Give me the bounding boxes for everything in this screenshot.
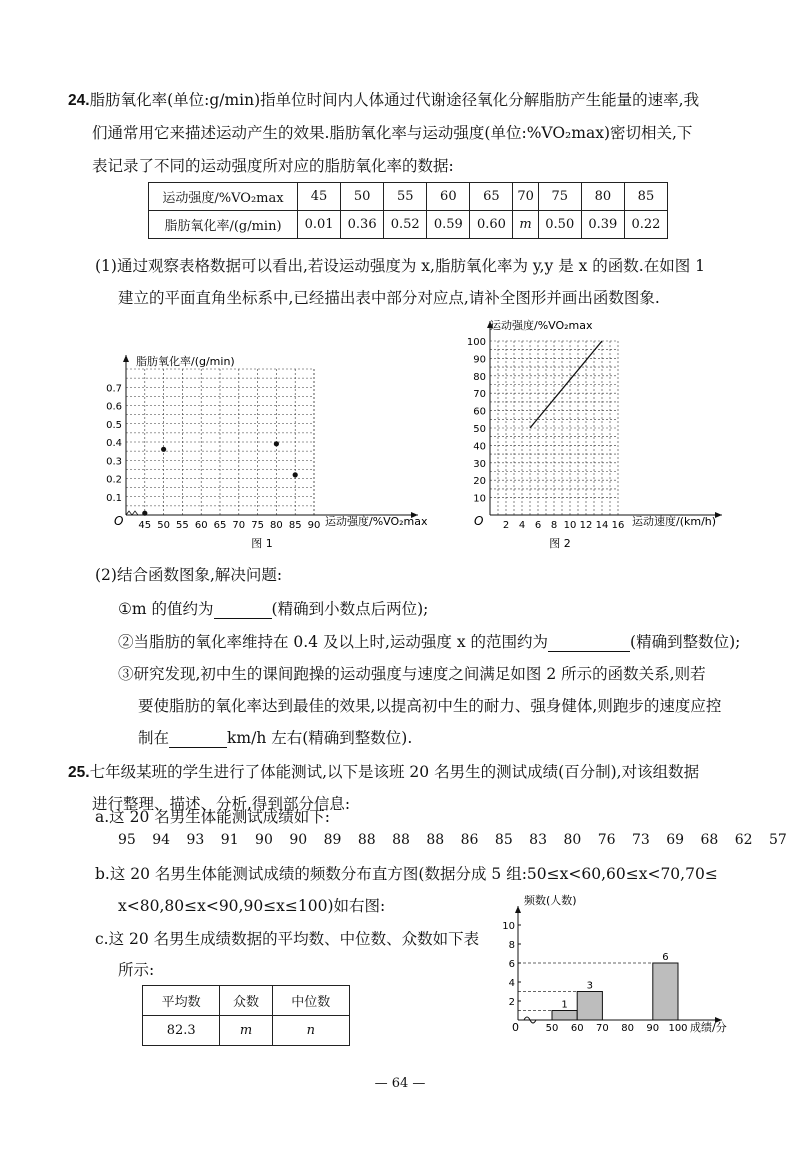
q24-intro-1-text: 脂肪氧化率(单位:g/min)指单位时间内人体通过代谢途径氧化分解脂肪产生能量的速率,我: [89, 91, 700, 109]
q24-part1-line-1: (1)通过观察表格数据可以看出,若设运动强度为 x,脂肪氧化率为 y,y 是 x 的函数.在如图 1: [95, 257, 706, 275]
data-point: [293, 472, 298, 477]
q24-sub3-post: km/h 左右(精确到整数位).: [227, 729, 413, 747]
q24-data-table: [148, 182, 668, 239]
table-header: 平均数: [143, 986, 220, 1016]
y-tick-label: 10: [473, 493, 486, 505]
table-cell: 0.36: [341, 211, 384, 239]
q24-sub3-line-2: 要使脂肪的氧化率达到最佳的效果,以提高初中生的耐力、强身健体,则跑步的速度应控: [138, 697, 722, 715]
table-cell: 45: [298, 183, 341, 211]
data-point: [142, 511, 147, 516]
histogram-bar: [552, 1011, 577, 1021]
x-tick-label: 50: [545, 1023, 559, 1034]
fig2-grid: [490, 341, 618, 515]
q25-c-line-2: 所示:: [118, 961, 155, 979]
table-header: 中位数: [272, 986, 349, 1016]
table-cell: 0.39: [581, 211, 624, 239]
table-cell: 65: [470, 183, 513, 211]
answer-blank[interactable]: [169, 733, 227, 748]
y-tick-label: 0.3: [106, 456, 122, 468]
x-tick-label: 6: [534, 520, 542, 531]
y-tick-label: 100: [466, 337, 486, 348]
answer-blank[interactable]: [548, 637, 630, 652]
fig2-origin: O: [474, 514, 484, 528]
y-tick-label: 0.5: [106, 419, 122, 431]
y-tick-label: 20: [473, 476, 486, 488]
hist-axes: [515, 906, 722, 1023]
q24-sub2-post: (精确到整数位);: [630, 633, 741, 651]
table-cell: 0.59: [427, 211, 470, 239]
fig1-axes: [123, 355, 418, 518]
x-tick-label: 75: [251, 520, 264, 531]
table-cell: 0.52: [384, 211, 427, 239]
hist-y-axis-label: 频数(人数): [524, 894, 577, 907]
table-cell: 82.3: [143, 1016, 220, 1046]
q24-sub2-pre: ②当脂肪的氧化率维持在 0.4 及以上时,运动强度 x 的范围约为: [118, 633, 549, 651]
x-tick-label: 45: [138, 520, 152, 531]
q24-intro-line-1: [68, 88, 699, 110]
hist-x-ticks: [546, 1023, 688, 1034]
table-row-header: 运动强度/%VO₂max: [149, 183, 298, 211]
table-cell: 70: [513, 183, 538, 211]
hist-x-axis-label: 成绩/分: [690, 1021, 727, 1034]
q25-a-label-text: a.这 20 名男生体能测试成绩如下:: [95, 808, 330, 826]
fig1-y-ticks: [106, 383, 122, 504]
x-tick-label: 55: [176, 520, 189, 531]
x-tick-label: 12: [579, 520, 593, 531]
figure-2: [460, 315, 740, 555]
y-tick-label: 0.2: [106, 474, 122, 486]
table-cell: m: [513, 211, 538, 239]
fig1-y-axis-label: 脂肪氧化率/(g/min): [136, 355, 235, 368]
fig2-caption: 图 2: [549, 537, 571, 550]
table-header: 众数: [220, 986, 272, 1016]
histogram-bar: [653, 963, 678, 1020]
q24-sub1: [118, 597, 428, 619]
q24-sub3-line-1: ③研究发现,初中生的课间跑操的运动强度与速度之间满足如图 2 所示的函数关系,则若: [118, 665, 706, 683]
x-tick-label: 8: [550, 520, 558, 531]
y-tick-label: 60: [473, 406, 486, 418]
y-tick-label: 10: [502, 921, 515, 932]
x-tick-label: 90: [646, 1023, 660, 1034]
q25-number: 25.: [68, 764, 90, 781]
table-row: [143, 986, 350, 1016]
y-tick-label: 2: [508, 997, 515, 1008]
histogram: [500, 890, 740, 1040]
y-tick-label: 80: [473, 371, 486, 383]
y-tick-label: 50: [473, 424, 486, 435]
table-cell: m: [220, 1016, 272, 1046]
y-tick-label: 0.7: [106, 383, 122, 395]
q25-b-line-1: b.这 20 名男生体能测试成绩的频数分布直方图(数据分成 5 组:50≤x<60,60≤x<70,70≤: [95, 865, 718, 883]
q25-intro-1-text: 七年级某班的学生进行了体能测试,以下是该班 20 名男生的测试成绩(百分制),对该组数据: [89, 763, 700, 781]
hist-bars: [552, 952, 678, 1020]
fig2-x-axis-label: 运动速度/(km/h): [632, 515, 717, 528]
q25-scores: 95 94 93 91 90 90 89 88 88 88 86 85 83 80 76 73 69 68 62 57: [118, 832, 787, 848]
x-tick-label: 90: [307, 520, 321, 531]
histogram-bar: [577, 992, 602, 1021]
table-cell: 0.60: [470, 211, 513, 239]
q24-sub2: [118, 630, 740, 652]
table-cell: 50: [341, 183, 384, 211]
q24-intro-line-3: 表记录了不同的运动强度所对应的脂肪氧化率的数据:: [92, 157, 454, 175]
fig2-y-ticks: [467, 337, 486, 505]
table-cell: 0.01: [298, 211, 341, 239]
table-cell: 85: [624, 183, 667, 211]
y-tick-label: 90: [473, 354, 486, 366]
q25-intro-line-1: [68, 760, 699, 782]
q24-sub1-post: (精确到小数点后两位);: [271, 600, 429, 618]
q25-stats-table: [142, 985, 350, 1046]
x-tick-label: 70: [596, 1023, 609, 1034]
answer-blank[interactable]: [214, 604, 272, 619]
hist-origin: 0: [512, 1021, 519, 1034]
x-tick-label: 85: [288, 520, 302, 531]
y-axis-arrow: [123, 355, 129, 362]
table-row: [149, 183, 668, 211]
q24-part2-title: (2)结合函数图象,解决问题:: [95, 566, 283, 584]
table-cell: 80: [581, 183, 624, 211]
table-cell: 0.22: [624, 211, 667, 239]
x-tick-label: 60: [194, 520, 208, 531]
fig2-y-axis-label: 运动强度/%VO₂max: [490, 319, 593, 332]
x-tick-label: 10: [563, 520, 577, 531]
q24-part1-line-2: 建立的平面直角坐标系中,已经描出表中部分对应点,请补全图形并画出函数图象.: [118, 289, 660, 307]
y-axis-arrow: [515, 906, 521, 913]
table-cell: 75: [538, 183, 581, 211]
y-tick-label: 0.1: [106, 492, 122, 504]
fig1-caption: 图 1: [251, 537, 273, 550]
axis-break-mark: [126, 511, 138, 515]
table-row-header: 脂肪氧化率/(g/min): [149, 211, 298, 239]
fig2-x-ticks: [503, 520, 625, 531]
x-tick-label: 14: [595, 520, 609, 531]
bar-value-label: 1: [561, 999, 568, 1011]
q25-c-line-1: c.这 20 名男生成绩数据的平均数、中位数、众数如下表: [95, 930, 480, 948]
q24-sub1-pre: ①m 的值约为: [118, 600, 214, 618]
table-row: [143, 1016, 350, 1046]
y-tick-label: 8: [508, 940, 515, 951]
x-tick-label: 65: [213, 520, 227, 531]
table-cell: 60: [427, 183, 470, 211]
table-cell: 55: [384, 183, 427, 211]
table-cell: 0.50: [538, 211, 581, 239]
fig1-x-axis-label: 运动强度/%VO₂max: [325, 515, 428, 528]
table-cell: n: [272, 1016, 349, 1046]
x-tick-label: 80: [621, 1023, 634, 1034]
y-tick-label: 30: [473, 458, 486, 470]
bar-value-label: 3: [586, 980, 593, 992]
y-tick-label: 40: [473, 441, 486, 453]
bar-value-label: 6: [662, 952, 669, 963]
x-tick-label: 80: [270, 520, 283, 531]
x-tick-label: 4: [518, 520, 526, 531]
q25-intro-line-2: 进行整理、描述、分析,得到部分信息:: [92, 795, 351, 813]
fig1-x-ticks: [138, 520, 320, 531]
q24-sub3-line-3: [138, 726, 412, 748]
x-tick-label: 50: [157, 520, 170, 531]
figure-1: [100, 345, 440, 555]
x-tick-label: 16: [611, 520, 625, 531]
y-tick-label: 4: [508, 978, 515, 989]
table-row: [149, 211, 668, 239]
q24-sub3-pre: 制在: [138, 729, 170, 747]
q24-intro-line-2: 们通常用它来描述运动产生的效果.脂肪氧化率与运动强度(单位:%VO₂max)密切相关,下: [92, 124, 693, 142]
q24-number: 24.: [68, 92, 90, 109]
y-tick-label: 6: [508, 959, 515, 970]
page-number: — 64 —: [374, 1076, 426, 1091]
fig1-origin: O: [114, 514, 124, 528]
x-tick-label: 60: [570, 1023, 584, 1034]
data-point: [161, 447, 166, 452]
x-tick-label: 70: [232, 520, 246, 531]
x-tick-label: 100: [668, 1023, 688, 1034]
y-tick-label: 70: [473, 389, 486, 401]
y-tick-label: 0.6: [106, 401, 122, 413]
fig1-grid: [126, 369, 314, 515]
x-tick-label: 2: [502, 520, 510, 531]
q25-b-line-2: x<80,80≤x<90,90≤x≤100)如右图:: [118, 897, 386, 915]
data-point: [274, 441, 279, 446]
y-tick-label: 0.4: [106, 438, 122, 449]
